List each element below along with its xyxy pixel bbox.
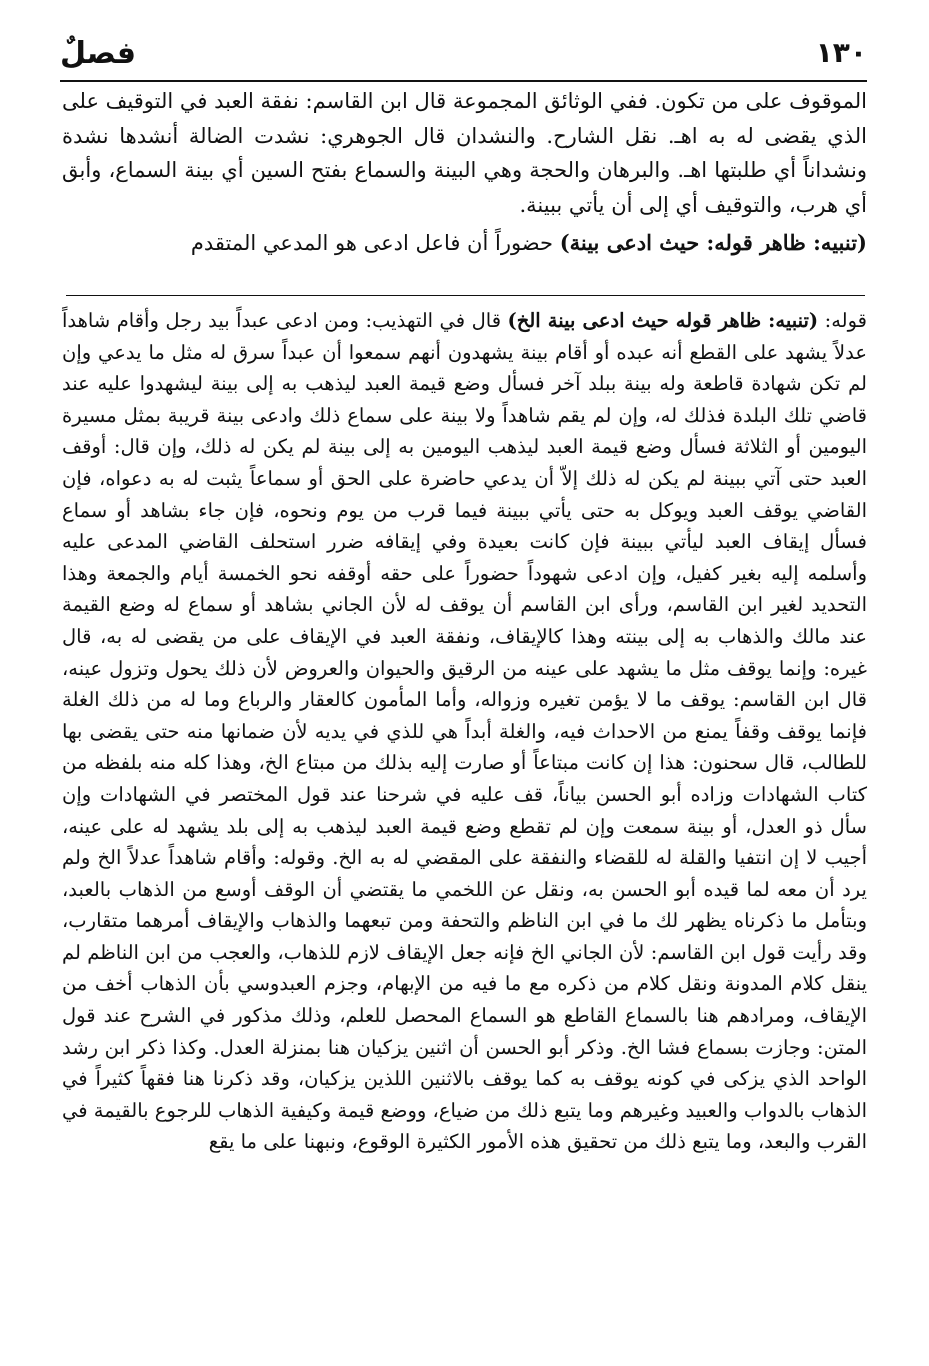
commentary-body: قال في التهذيب: ومن ادعى عبداً بيد رجل وأقام شاهداً عدلاً يشهد على القطع أنه عبده أو أقام بينة يشهدون أنهم سمعوا أن عبداً سرق له مثل ما يدعي وإن لم تكن شهادة قاطعة وله بينة ببلد آخر فسأل وضع قيمة العبد ليذهب به إلى بينة ليشهدوا عليه عند قاضي تلك البلدة فذلك له، وإن لم يقم شاهداً ولا بينة على سماع ذلك وادعى بينة قريبة بمثل مسيرة اليومين أو الثلاثة فسأل وضع قيمة العبد ليذهب اليومين به إلى بينة لم يكن له ذلك، وإن قال: أوقف العبد حتى آتي ببينة لم يكن له ذلك إلاّ أن يدعي حاضرة على الحق أو سماعاً يثبت له به دعواه، فإن القاضي يوقف العبد ويوكل به حتى يأتي ببينة فيما قرب من يوم ونحوه، فإن جاء بشاهد أو سماع فسأل إيقاف العبد ليأتي ببينة فإن كانت بعيدة وفي إيقافه ضرر استحلف القاضي المدعى عليه وأسلمه إليه بغير كفيل، وإن ادعى شهوداً حضوراً على حقه أوقفه نحو الخمسة أيام والجمعة وهذا التحديد لغير ابن القاسم، ورأى ابن القاسم أن يوقف له لأن الجاني بشاهد أو سماع له وضع القيمة عند مالك والذهاب به إلى بينته وهذا كالإيقاف، ونفقة العبد في الإيقاف على من يقضى له به، قال غيره: وإنما يوقف مثل ما يشهد على عينه من الرقيق والحيوان والعروض لأن ذلك يحول وتزول عينه، قال ابن القاسم: يوقف ما لا يؤمن تغيره وزواله، وأما المأمون كالعقار والرباع وما له من ذلك الغلة فإنما يوقف وقفاً يمنع من الاحداث فيه، والغلة أبداً هي للذي في يديه لأن ضمانها منه حتى يقضى بها للطالب، قال سحنون: هذا إن كانت مبتاعاً أو صارت إليه بذلك من مبتاع الخ، وهذا كله منه بلفظه من كتاب الشهادات وزاده أبو الحسن بياناً، قف عليه في شرحنا عند قول المختصر في الشهادات وإن سأل ذو العدل، أو بينة سمعت وإن لم تقطع وضع قيمة العبد ليذهب به إلى بلد يشهد له على عينه، أجيب لا إن انتفيا والقلة له للقضاء والنفقة على المقضي له به الخ. وقوله: وأقام شاهداً عدلاً الخ ولم يرد أن معه لما قيده أبو الحسن به، ونقل عن اللخمي ما يقتضي أن الوقف أوسع من الذهاب بالعبد، وبتأمل ما ذكرناه يظهر لك ما في ابن الناظم والتحفة ومن تبعهما والذهاب والإيقاف أمرهما متقارب، وقد رأيت قول ابن القاسم: لأن الجاني الخ فإنه جعل الإيقاف لازم للذهاب، والعجب من ابن الناظم لم ينقل كلام المدونة ونقل كلام من ذكره مع ما فيه من الإبهام، وجزم العبدوسي بأن الذهاب أخف من الإيقاف، ومرادهم هنا بالسماع القاطع هو السماع المحصل للعلم، وذلك مذكور في الشرح عند قول المتن: وجازت بسماع فشا الخ. وذكر أبو الحسن أن اثنين يزكيان هنا بمنزلة العدل. وكذا ذكر ابن رشد الواحد الذي يزكى في كونه يوقف به كما يوقف بالاثنين اللذين يزكيان، وقد ذكرنا هنا فقهاً كثيراً في الذهاب بالدواب والعبيد وغيرهم وما يتبع ذلك من ضياع، ووضع قيمة وكيفية الذهاب للرجوع بالقيمة في القرب والبعد، وما يتبع ذلك من تحقيق هذه الأمور الكثيرة الوقوع، ونبهنا على ما يقع [62,309,868,1154]
tanbih-line [62,226,867,261]
commentary-lead: قوله: [818,309,868,332]
tanbih-text: حضوراً أن فاعل ادعى هو المدعي المتقدم [190,231,560,255]
commentary-paragraph [62,305,867,1158]
commentary-text [62,305,867,1158]
main-text [62,84,867,261]
page-header [60,36,867,82]
main-paragraph: الموقوف على من تكون. ففي الوثائق المجموعة قال ابن القاسم: نفقة العبد في التوقيف على الذي يقضى له به اهـ. نقل الشارح. والنشدان قال الجوهري: نشدت الضالة أنشدها نشدة ونشداناً أي طلبتها اهـ. والبرهان والحجة وهي البينة والسماع بفتح السين أي بينة السماع، وأبق أي هرب، والتوقيف أي إلى أن يأتي ببينة. [62,89,867,217]
running-title: فصلٌ [60,36,136,71]
tanbih-label: (تنبيه: ظاهر قوله: حيث ادعى بينة) [559,230,867,255]
commentary-quote: (تنبيه: ظاهر قوله حيث ادعى بينة الخ) [507,309,819,332]
page-number: ١٣٠ [815,36,867,69]
footnote-divider [66,295,865,296]
